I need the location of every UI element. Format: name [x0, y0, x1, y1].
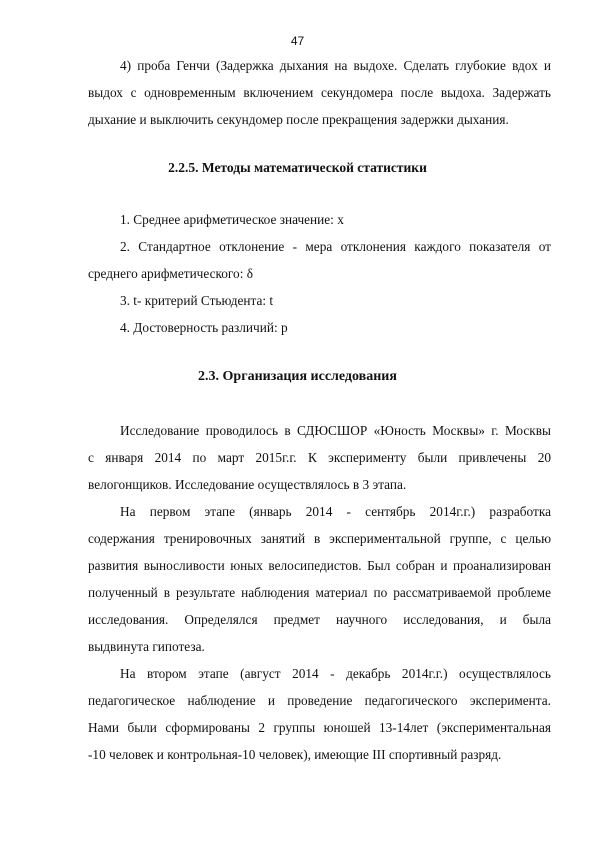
list-item: 3. t- критерий Стьюдента: t: [120, 293, 274, 308]
list-item-continuation: среднего арифметического: δ: [88, 266, 253, 281]
text-line: выдвинута гипотеза.: [88, 639, 205, 654]
text-line: педагогическое наблюдение и проведение педагогического эксперимента.: [88, 693, 551, 708]
section-heading-statistics: 2.2.5. Методы математической статистики: [168, 160, 427, 175]
text-line: 4) проба Генчи (Задержка дыхания на выдохе. Сделать глубокие вдох и: [120, 58, 551, 73]
text-line: Исследование проводилось в СДЮСШОР «Юность Москвы» г. Москвы: [120, 423, 551, 438]
paragraph-first-stage: [88, 498, 551, 660]
paragraph-second-stage: [88, 660, 551, 768]
page-number: 47: [290, 34, 305, 48]
text-line: -10 человек и контрольная-10 человек), имеющие III спортивный разряд.: [88, 747, 502, 762]
list-item: 2. Стандартное отклонение - мера отклонения каждого показателя от: [120, 239, 551, 254]
text-line: На втором этапе (август 2014 - декабрь 2014г.г.) осуществлялось: [120, 666, 551, 681]
paragraph-genchi-test: [88, 52, 551, 133]
text-line: дыхание и выключить секундомер после прекращения задержки дыхания.: [88, 112, 509, 127]
text-line: с января 2014 по март 2015г.г. К эксперименту были привлечены 20: [88, 450, 551, 465]
text-line: исследования. Определялся предмет научного исследования, и была: [88, 612, 551, 627]
text-line: На первом этапе (январь 2014 - сентябрь 2014г.г.) разработка: [120, 504, 551, 519]
statistics-list: [88, 206, 551, 341]
text-line: полученный в результате наблюдения материал по рассматриваемой проблеме: [88, 585, 551, 600]
list-item: 4. Достоверность различий: p: [120, 320, 288, 335]
list-item: 1. Среднее арифметическое значение: x: [120, 212, 344, 227]
text-line: велогонщиков. Исследование осуществлялось в 3 этапа.: [88, 477, 407, 492]
text-line: развития выносливости юных велосипедистов. Был собран и проанализирован: [88, 558, 551, 573]
text-line: выдох с одновременным включением секундомера после выдоха. Задержать: [88, 85, 551, 100]
text-line: Нами были сформированы 2 группы юношей 13-14лет (экспериментальная: [88, 720, 551, 735]
paragraph-study-location: [88, 417, 551, 498]
text-line: содержания тренировочных занятий в экспериментальной группе, с целью: [88, 531, 551, 546]
section-heading-organization: 2.3. Организация исследования: [198, 369, 397, 384]
